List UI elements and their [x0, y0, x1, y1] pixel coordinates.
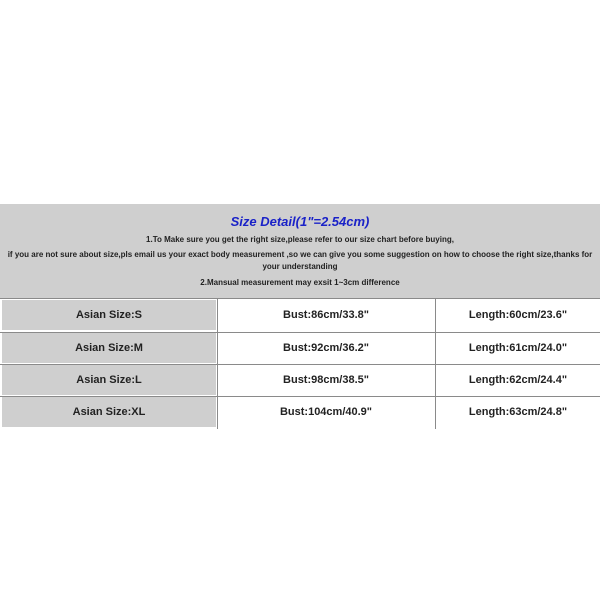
- size-row: [0, 300, 600, 332]
- size-note-3: 2.Mansual measurement may exsit 1~3cm difference: [200, 278, 400, 287]
- bust-cell: Bust:104cm/40.9": [218, 397, 434, 427]
- bust-cell: Bust:98cm/38.5": [218, 365, 434, 395]
- bust-cell: Bust:86cm/33.8": [218, 300, 434, 330]
- size-chart-header: [0, 204, 600, 298]
- column-divider: [435, 298, 436, 429]
- size-cell: Asian Size:S: [2, 300, 216, 330]
- size-chart: [0, 204, 600, 429]
- length-cell: Length:60cm/23.6": [436, 300, 600, 330]
- size-row: [0, 365, 600, 397]
- size-note-2: if you are not sure about size,pls email us your exact body measurement ,so we can give you some suggestion on how to choose the right size,thanks for your understanding: [7, 250, 593, 271]
- bust-cell: Bust:92cm/36.2": [218, 333, 434, 363]
- length-cell: Length:63cm/24.8": [436, 397, 600, 427]
- length-cell: Length:61cm/24.0": [436, 333, 600, 363]
- size-note-1: 1.To Make sure you get the right size,please refer to our size chart before buying,: [146, 235, 454, 244]
- size-cell: Asian Size:L: [2, 365, 216, 395]
- size-row: [0, 397, 600, 429]
- size-row: [0, 333, 600, 365]
- size-cell: Asian Size:XL: [2, 397, 216, 427]
- size-cell: Asian Size:M: [2, 333, 216, 363]
- length-cell: Length:62cm/24.4": [436, 365, 600, 395]
- size-chart-title: Size Detail(1"=2.54cm): [230, 214, 370, 229]
- divider: [0, 298, 600, 299]
- column-divider: [217, 298, 218, 429]
